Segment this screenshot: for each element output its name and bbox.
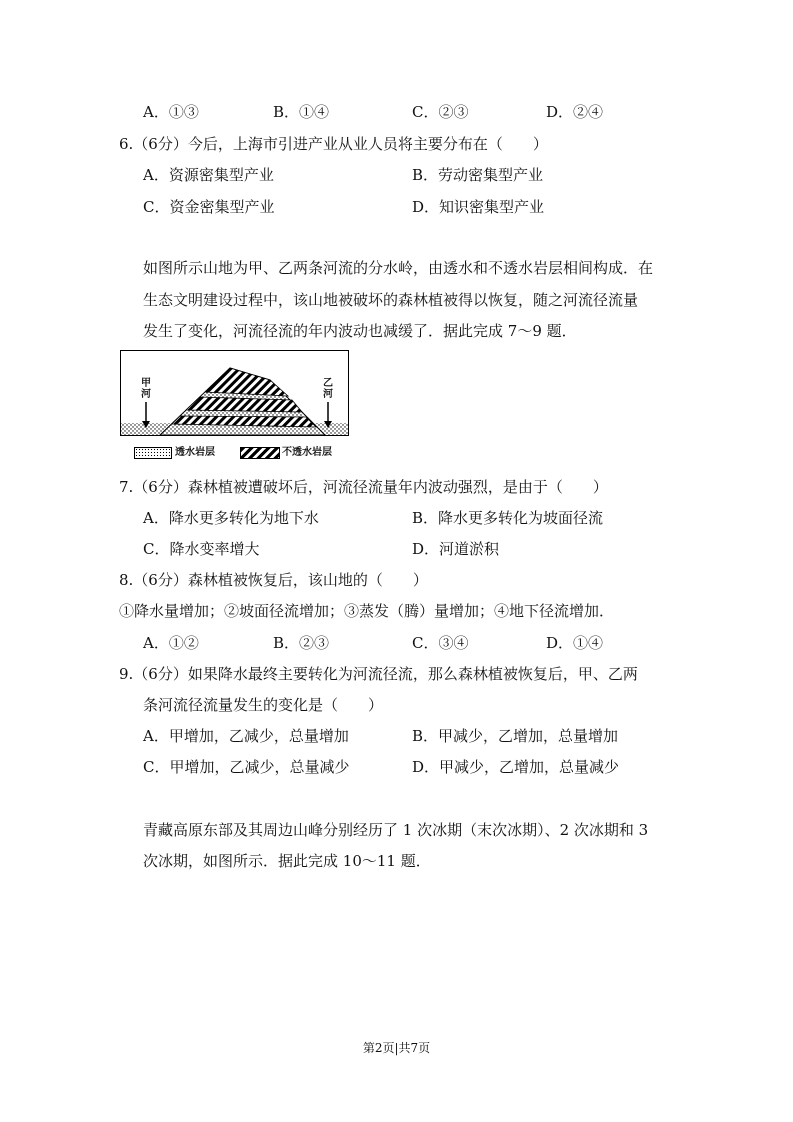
q8-option-c: C．③④ [412, 634, 469, 652]
q9-option-c: C．甲增加，乙减少，总量减少 [143, 758, 350, 776]
q5-option-c: C．②③ [412, 103, 469, 121]
legend-permeable-label: 透水岩层 [175, 447, 215, 458]
q9-option-d: D．甲减少，乙增加，总量减少 [412, 758, 620, 776]
q7-stem: 7.（6分）森林植被遭破坏后，河流径流量年内波动强烈，是由于（ ） [119, 478, 608, 496]
q8-option-b: B．②③ [273, 634, 330, 652]
q7-option-a: A．降水更多转化为地下水 [143, 509, 319, 527]
passage2-line1: 青藏高原东部及其周边山峰分别经历了 1 次冰期（末次冰期）、2 次冰期和 3 [143, 821, 649, 839]
legend-impermeable-swatch [240, 447, 280, 459]
q6-option-a: A．资源密集型产业 [143, 166, 274, 184]
q6-option-d: D．知识密集型产业 [412, 198, 545, 216]
q8-option-a: A．①② [143, 634, 199, 652]
q7-option-d: D．河道淤积 [412, 540, 500, 558]
q7-option-c: C．降水变率增大 [143, 540, 260, 558]
q5-option-a: A．①③ [143, 103, 199, 121]
q6-option-b: B．劳动密集型产业 [412, 166, 544, 184]
q9-option-b: B．甲减少，乙增加，总量增加 [412, 727, 619, 745]
watershed-diagram [120, 350, 350, 440]
passage1-line1: 如图所示山地为甲、乙两条河流的分水岭，由透水和不透水岩层相间构成．在 [143, 259, 654, 277]
passage1-line2: 生态文明建设过程中，该山地被破坏的森林植被得以恢复，随之河流径流量 [143, 291, 639, 309]
q8-items: ①降水量增加；②坡面径流增加；③蒸发（腾）量增加；④地下径流增加． [119, 602, 615, 620]
q8-stem: 8.（6分）森林植被恢复后，该山地的（ ） [119, 571, 428, 589]
page-footer: 第2页|共7页 [362, 1041, 431, 1055]
q8-option-d: D．①④ [546, 634, 604, 652]
q6-option-c: C．资金密集型产业 [143, 198, 275, 216]
legend-impermeable-label: 不透水岩层 [282, 447, 332, 458]
q9-option-a: A．甲增加，乙减少，总量增加 [143, 727, 349, 745]
legend-permeable-swatch [134, 447, 172, 459]
q7-option-b: B．降水更多转化为坡面径流 [412, 509, 604, 527]
watershed-figure [120, 350, 350, 440]
q9-stem-line1: 9.（6分）如果降水最终主要转化为河流径流，那么森林植被恢复后，甲、乙两 [119, 665, 638, 683]
q6-stem: 6.（6分）今后，上海市引进产业从业人员将主要分布在（ ） [119, 135, 548, 153]
river-jia-label: 甲河 [141, 378, 151, 400]
q5-option-d: D．②④ [546, 103, 604, 121]
passage1-line3: 发生了变化，河流径流的年内波动也减缓了．据此完成 7～9 题． [143, 322, 577, 340]
q9-stem-line2: 条河流径流量发生的变化是（ ） [143, 696, 384, 714]
q5-option-b: B．①④ [273, 103, 330, 121]
river-yi-label: 乙河 [323, 378, 333, 400]
passage2-line2: 次冰期，如图所示．据此完成 10～11 题． [143, 852, 431, 870]
